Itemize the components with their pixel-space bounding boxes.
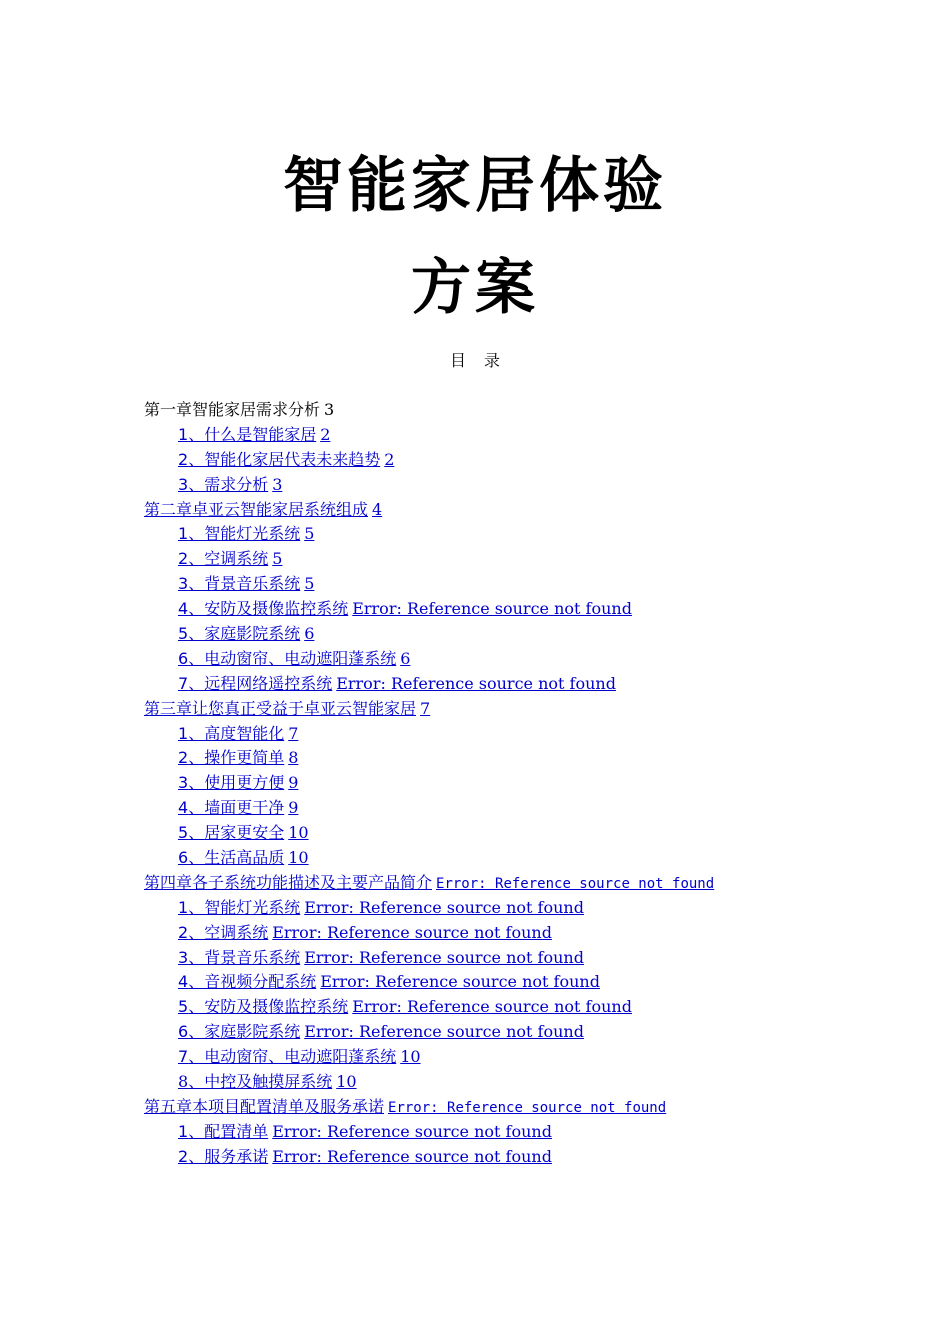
toc-entry-page: 7 xyxy=(420,698,431,718)
toc-section-link[interactable] xyxy=(178,1147,552,1166)
toc-entry-page: Error: Reference source not found xyxy=(304,1022,584,1042)
toc-entry-number: 6 xyxy=(178,848,189,868)
toc-section-link[interactable] xyxy=(178,549,282,568)
toc-section-entry xyxy=(0,722,950,747)
toc-chapter-link[interactable] xyxy=(144,873,714,892)
toc-section-entry xyxy=(0,672,950,697)
toc-entry-number: 1 xyxy=(178,524,189,544)
toc-entry-page: 5 xyxy=(304,574,315,594)
toc-chapter-entry xyxy=(0,498,950,523)
toc-section-entry xyxy=(0,473,950,498)
toc-entry-title: 、墙面更干净 xyxy=(188,798,285,818)
toc-heading xyxy=(0,351,950,371)
toc-entry-number: 3 xyxy=(178,773,189,793)
toc-entry-number: 2 xyxy=(178,922,189,942)
toc-entry-page: Error: Reference source not found xyxy=(272,1146,552,1166)
toc-section-entry xyxy=(0,597,950,622)
toc-entry-title: 第一章智能家居需求分析 xyxy=(144,400,321,419)
toc-section-entry xyxy=(0,547,950,572)
toc-entry-title: 、居家更安全 xyxy=(188,823,285,843)
toc-entry-title: 、音视频分配系统 xyxy=(188,972,317,992)
toc-entry-page: 6 xyxy=(304,624,315,644)
toc-chapter-entry xyxy=(0,871,950,896)
toc-entry-title: 、空调系统 xyxy=(188,549,269,569)
toc-entry-page: 10 xyxy=(400,1047,421,1067)
toc-entry-number: 4 xyxy=(178,798,189,818)
toc-entry-title: 、什么是智能家居 xyxy=(188,424,317,444)
toc-entry-title: 、空调系统 xyxy=(188,922,269,942)
toc-entry-number: 4 xyxy=(178,972,189,992)
toc-entry-page: 2 xyxy=(384,449,395,469)
toc-entry-title: 、安防及摄像监控系统 xyxy=(188,599,349,619)
toc-entry-page: 8 xyxy=(288,748,299,768)
toc-section-entry xyxy=(0,522,950,547)
toc-section-link[interactable] xyxy=(178,1122,552,1141)
toc-entry-number: 6 xyxy=(178,648,189,668)
toc-entry-title: 、智能化家居代表未来趋势 xyxy=(188,449,381,469)
toc-entry-number: 3 xyxy=(178,474,189,494)
toc-section-link[interactable] xyxy=(178,798,298,817)
toc-entry-page: 3 xyxy=(272,474,283,494)
toc-entry-page: 3 xyxy=(324,400,335,419)
toc-entry-page: 10 xyxy=(288,823,309,843)
toc-entry-number: 3 xyxy=(178,947,189,967)
toc-entry-page: Error: Reference source not found xyxy=(272,1121,552,1141)
toc-entry-number: 1 xyxy=(178,897,189,917)
toc-entry-page: Error: Reference source not found xyxy=(388,1099,667,1116)
toc-entry-page: 10 xyxy=(288,848,309,868)
toc-section-link[interactable] xyxy=(178,898,584,917)
toc-entry-number: 8 xyxy=(178,1072,189,1092)
toc-section-entry xyxy=(0,946,950,971)
toc-section-entry xyxy=(0,1070,950,1095)
toc-chapter-entry xyxy=(0,1095,950,1120)
toc-entry-title: 、电动窗帘、电动遮阳蓬系统 xyxy=(188,1047,397,1067)
document-title-line-2: 方案 xyxy=(411,253,539,323)
toc-entry-page: 4 xyxy=(372,499,383,519)
toc-entry-number: 1 xyxy=(178,1121,189,1141)
toc-entry-number: 3 xyxy=(178,574,189,594)
toc-entry-number: 5 xyxy=(178,997,189,1017)
toc-entry-number: 5 xyxy=(178,823,189,843)
toc-entry-title: 、服务承诺 xyxy=(188,1146,269,1166)
toc-section-entry xyxy=(0,821,950,846)
toc-entry-title: 、远程网络遥控系统 xyxy=(188,673,333,693)
toc-entry-page: Error: Reference source not found xyxy=(336,673,616,693)
toc-entry-title: 、智能灯光系统 xyxy=(188,897,301,917)
toc-entry-title: 第二章卓亚云智能家居系统组成 xyxy=(144,499,369,519)
toc-section-link[interactable] xyxy=(178,599,632,618)
toc-entry-page: 6 xyxy=(400,648,411,668)
toc-entry-title: 第四章各子系统功能描述及主要产品简介 xyxy=(144,872,433,892)
toc-entry-page: Error: Reference source not found xyxy=(352,599,632,619)
toc-entry-number: 1 xyxy=(178,723,189,743)
toc-section-entry xyxy=(0,647,950,672)
toc-section-link[interactable] xyxy=(178,1022,584,1041)
toc-section-link[interactable] xyxy=(178,450,394,469)
toc-section-link[interactable] xyxy=(178,649,410,668)
toc-section-link[interactable] xyxy=(178,574,314,593)
toc-entry-number: 6 xyxy=(178,1022,189,1042)
toc-section-link[interactable] xyxy=(178,624,314,643)
toc-entry-page: Error: Reference source not found xyxy=(304,947,584,967)
toc-entry-page: 2 xyxy=(320,424,331,444)
toc-section-entry xyxy=(0,622,950,647)
toc-entry-number: 4 xyxy=(178,599,189,619)
toc-entry-page: 7 xyxy=(288,723,299,743)
toc-chapter-link[interactable] xyxy=(144,400,334,419)
table-of-contents xyxy=(0,398,950,1170)
toc-section-entry xyxy=(0,1045,950,1070)
toc-entry-page: Error: Reference source not found xyxy=(304,897,584,917)
toc-chapter-link[interactable] xyxy=(144,500,382,519)
toc-entry-title: 、中控及触摸屏系统 xyxy=(188,1072,333,1092)
toc-section-entry xyxy=(0,1020,950,1045)
toc-heading-char-2: 录 xyxy=(484,351,501,370)
toc-section-entry xyxy=(0,572,950,597)
toc-section-entry xyxy=(0,448,950,473)
toc-section-link[interactable] xyxy=(178,674,616,693)
toc-section-entry xyxy=(0,921,950,946)
toc-section-entry xyxy=(0,995,950,1020)
toc-entry-number: 2 xyxy=(178,748,189,768)
toc-entry-page: Error: Reference source not found xyxy=(272,922,552,942)
toc-section-link[interactable] xyxy=(178,1047,421,1066)
toc-section-link[interactable] xyxy=(178,848,309,867)
toc-entry-title: 第三章让您真正受益于卓亚云智能家居 xyxy=(144,698,417,718)
toc-entry-number: 1 xyxy=(178,424,189,444)
toc-entry-title: 、高度智能化 xyxy=(188,723,285,743)
toc-entry-title: 、电动窗帘、电动遮阳蓬系统 xyxy=(188,648,397,668)
toc-entry-title: 、需求分析 xyxy=(188,474,269,494)
toc-entry-number: 5 xyxy=(178,624,189,644)
toc-section-entry xyxy=(0,771,950,796)
toc-entry-number: 2 xyxy=(178,1146,189,1166)
toc-chapter-link[interactable] xyxy=(144,1097,666,1116)
toc-section-link[interactable] xyxy=(178,724,298,743)
toc-entry-page: Error: Reference source not found xyxy=(352,997,632,1017)
toc-section-link[interactable] xyxy=(178,972,600,991)
toc-entry-page: Error: Reference source not found xyxy=(320,972,600,992)
toc-entry-number: 2 xyxy=(178,549,189,569)
toc-entry-number: 7 xyxy=(178,1047,189,1067)
toc-entry-title: 、家庭影院系统 xyxy=(188,1022,301,1042)
toc-chapter-entry xyxy=(0,398,950,423)
toc-entry-page: 10 xyxy=(336,1072,357,1092)
toc-section-link[interactable] xyxy=(178,1072,357,1091)
toc-section-link[interactable] xyxy=(178,475,282,494)
toc-entry-title: 、智能灯光系统 xyxy=(188,524,301,544)
toc-entry-number: 2 xyxy=(178,449,189,469)
toc-entry-title: 、背景音乐系统 xyxy=(188,574,301,594)
toc-section-link[interactable] xyxy=(178,773,298,792)
toc-entry-title: 、生活高品质 xyxy=(188,848,285,868)
toc-heading-char-1: 目 xyxy=(449,351,466,370)
toc-section-link[interactable] xyxy=(178,823,309,842)
toc-section-entry xyxy=(0,896,950,921)
toc-section-entry xyxy=(0,746,950,771)
toc-section-entry xyxy=(0,846,950,871)
toc-section-link[interactable] xyxy=(178,425,330,444)
toc-entry-title: 、使用更方便 xyxy=(188,773,285,793)
toc-section-link[interactable] xyxy=(178,524,314,543)
toc-entry-page: 5 xyxy=(272,549,283,569)
toc-section-entry xyxy=(0,1120,950,1145)
toc-entry-title: 、配置清单 xyxy=(188,1121,269,1141)
toc-entry-title: 第五章本项目配置清单及服务承诺 xyxy=(144,1096,385,1116)
toc-section-link[interactable] xyxy=(178,923,552,942)
toc-entry-title: 、安防及摄像监控系统 xyxy=(188,997,349,1017)
toc-entry-title: 、家庭影院系统 xyxy=(188,624,301,644)
toc-chapter-entry xyxy=(0,697,950,722)
toc-chapter-link[interactable] xyxy=(144,699,430,718)
toc-entry-page: Error: Reference source not found xyxy=(436,875,715,892)
toc-section-entry xyxy=(0,970,950,995)
toc-entry-title: 、背景音乐系统 xyxy=(188,947,301,967)
toc-section-link[interactable] xyxy=(178,948,584,967)
toc-entry-number: 7 xyxy=(178,673,189,693)
toc-section-entry xyxy=(0,796,950,821)
toc-entry-page: 9 xyxy=(288,798,299,818)
toc-section-link[interactable] xyxy=(178,748,298,767)
toc-entry-page: 9 xyxy=(288,773,299,793)
toc-section-link[interactable] xyxy=(178,997,632,1016)
toc-section-entry xyxy=(0,1145,950,1170)
toc-entry-title: 、操作更简单 xyxy=(188,748,285,768)
document-title-line-1: 智能家居体验 xyxy=(283,151,667,221)
toc-section-entry xyxy=(0,423,950,448)
toc-entry-page: 5 xyxy=(304,524,315,544)
